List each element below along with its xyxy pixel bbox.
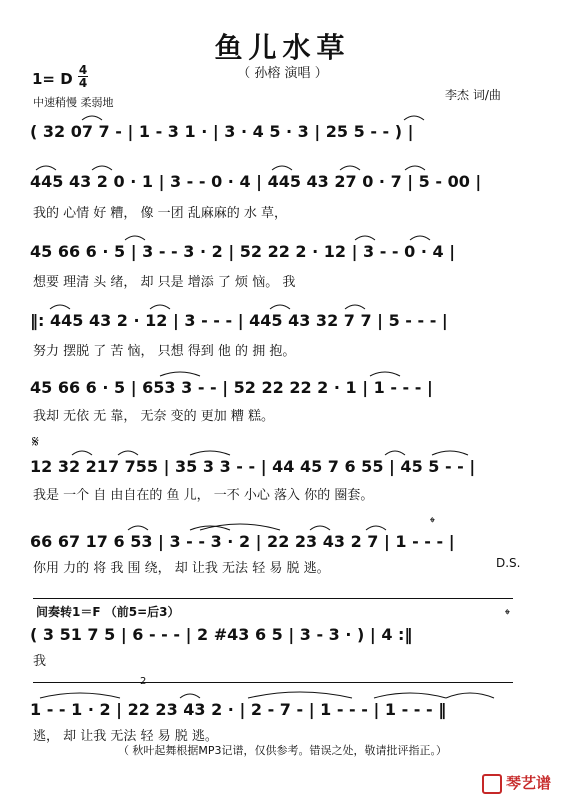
slur-mark [446,693,494,698]
slur-mark [340,166,360,170]
slur-mark [355,236,375,240]
slur-mark [82,116,102,120]
slur-mark [385,451,405,455]
score-line-3: 45 66 6 · 5 | 3 - - 3 · 2 | 52 22 2 · 12 | 3 - - 0 · 4 | [30,242,456,261]
slur-mark [150,305,170,309]
key-signature: 1= D [32,70,73,88]
slur-mark [310,526,330,530]
slur-mark [345,305,365,309]
coda-sign-1: 𝄌 [430,515,435,531]
lyric-line-4: 努力 摆脱 了 苦 恼， 只想 得到 他 的 拥 抱。 [33,344,296,359]
time-signature-bottom: 4 [78,76,88,90]
slur-mark [50,305,70,309]
lyric-line-3: 想要 理清 头 绪， 却 只是 增添 了 烦 恼。 我 [33,275,296,290]
lyric-line-5: 我却 无依 无 靠， 无奈 变的 更加 糟 糕。 [33,409,275,424]
slur-mark [125,236,145,240]
slur-mark [200,524,280,530]
slur-mark [248,692,352,698]
slur-mark [92,166,112,170]
score-line-5: 45 66 6 · 5 | 653 3 - - | 52 22 22 2 · 1 | 1 - - - | [30,378,433,397]
score-line-7: 66 67 17 6 53 | 3 - - 3 · 2 | 22 23 43 2 7 | 1 - - - | [30,532,455,551]
lyric-line-9: 逃， 却 让我 无法 轻 易 脱 逃。 [33,729,218,744]
slur-mark [270,305,290,309]
slur-mark [410,236,430,240]
lyric-line-6: 我是 一个 自 由自在的 鱼 儿， 一不 小心 落入 你的 圈套。 [33,488,374,503]
slur-mark [370,372,400,376]
score-line-9: 1 - - 1 · 2 | 22 23 43 2 · | 2 - 7 - | 1 - - - | 1 - - - ‖ [30,700,447,719]
slur-mark [72,451,92,455]
slur-mark [190,526,230,530]
slur-mark [160,372,200,376]
slur-mark [272,166,292,170]
coda-sign-2: 𝄌 [505,607,510,623]
interlude-note: 间奏转1＝F （前5=后3） [36,605,180,619]
lyric-line-7: 你用 力的 将 我 围 绕， 却 让我 无法 轻 易 脱 逃。 [33,561,330,576]
score-line-6: 12 32 217 755 | 35 3 3 - - | 44 45 7 6 55 | 45 5 - - | [30,457,476,476]
transcription-note: （ 秋叶起舞根据MP3记谱，仅供参考。错误之处，敬请批评指正。） [117,744,448,757]
score-line-2: 445 43 2 0 · 1 | 3 - - 0 · 4 | 445 43 27 0 · 7 | 5 - 00 | [30,172,482,191]
singer-credit: （ 孙榕 演唱 ） [237,66,328,81]
song-title: 鱼儿水草 [214,31,351,64]
slur-mark [180,694,200,698]
slur-mark [40,693,120,698]
score-line-1: ( 32 07 7 - | 1 - 3 1 · | 3 · 4 5 · 3 | 25 5 - - ) | [30,122,414,141]
logo-text: 琴艺谱 [506,774,552,792]
slur-mark [128,526,148,530]
slur-mark [118,451,138,455]
time-signature-top: 4 [78,63,88,77]
slur-mark [404,116,424,120]
dal-segno: D.S. [496,556,521,570]
lyric-line-8: 我 [33,654,47,669]
slur-mark [374,693,446,698]
composer-credit: 李杰 词/曲 [445,88,501,102]
score-line-4: ‖: 445 43 2 · 12 | 3 - - - | 445 43 32 7 7 | 5 - - - | [30,311,448,330]
lyric-line-2: 我的 心情 好 糟， 像 一团 乱麻麻的 水 草， [33,206,288,221]
volta-2-label: 2 [140,676,147,687]
score-line-8: ( 3 51 7 5 | 6 - - - | 2 #43 6 5 | 3 - 3 · ) | 4 :‖ [30,625,413,644]
slur-mark [405,166,425,170]
slur-mark [366,526,386,530]
segno-sign: 𝄋 [32,432,39,451]
slur-mark [36,166,56,170]
slur-mark [190,451,230,455]
tempo-marking: 中速稍慢 柔弱地 [33,96,114,109]
slur-mark [432,451,468,455]
